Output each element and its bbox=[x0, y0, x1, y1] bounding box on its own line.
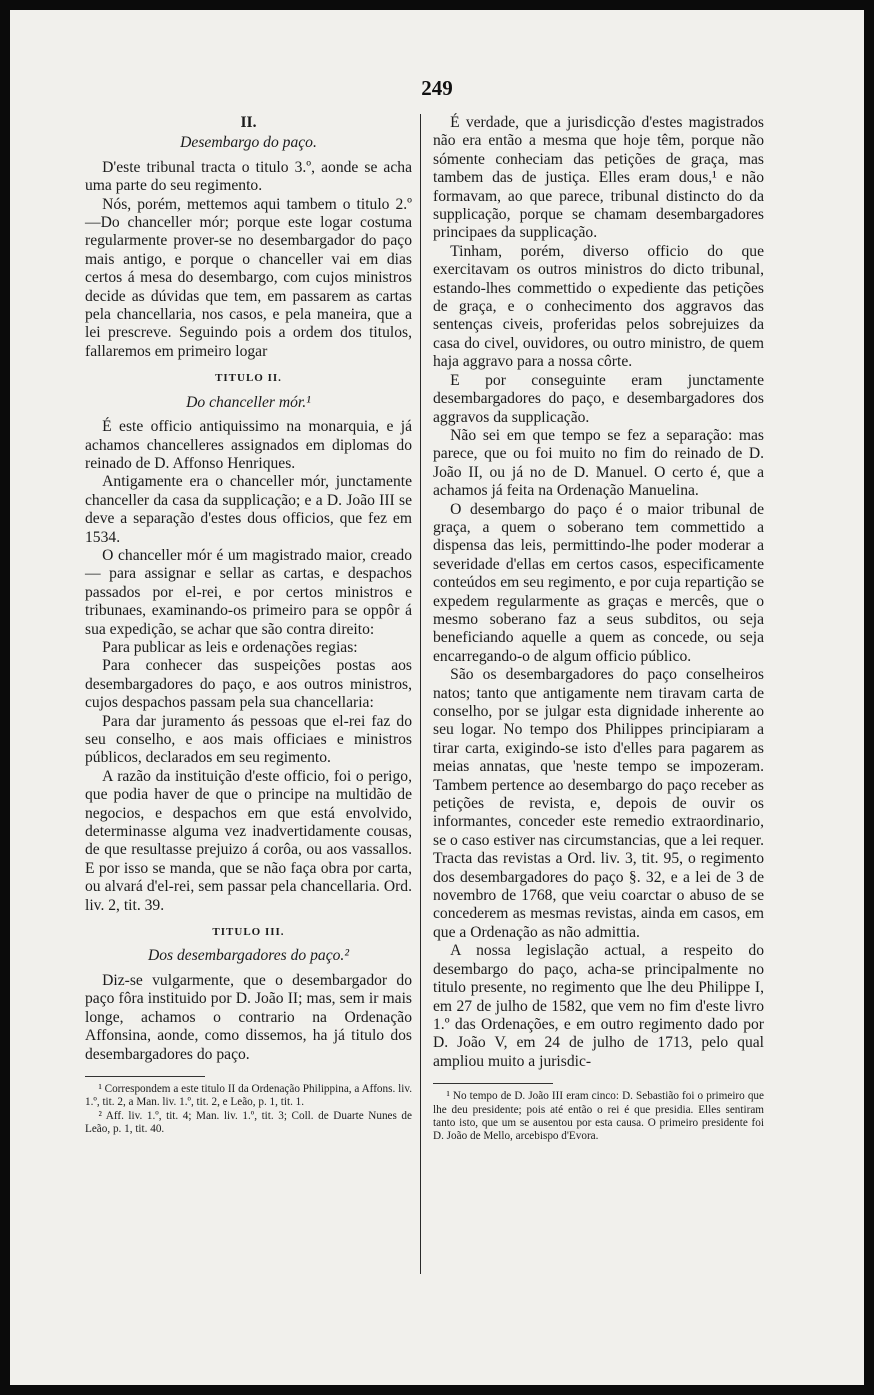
paragraph: Diz-se vulgarmente, que o desembargador do paço fôra instituido por D. João II; mas, sem ir mais longe, achamos o contrario na Ordenação Affonsina, aonde, como dissemos, ha já titulo dos desembargadores do paço. bbox=[85, 971, 412, 1063]
paragraph: Para conhecer das suspeições postas aos desembargadores do paço, e aos outros ministros, cujos despachos passam pela sua chancellaria: bbox=[85, 657, 412, 712]
paragraph: Tinham, porém, diverso officio do que exercitavam os outros ministros do dicto tribunal, estando-lhes commettido o expediente das petições de graça, e o conhecimento dos aggravos das sentenças civeis, proferidas pelos sobrejuizes da casa do civel, ouvidores, ou outro ministro, de quem haja aggravo para a nossa côrte. bbox=[433, 242, 764, 371]
paragraph: E por conseguinte eram junctamente desembargadores do paço, e desembargadores dos aggravos da supplicação. bbox=[433, 371, 764, 426]
paragraph: É verdade, que a jurisdicção d'estes magistrados não era então a mesma que hoje têm, porque não sómente conheciam das petições de graça, mas tambem das de justiça. Elles eram dous,¹ e não formavam, ao que parece, tribunal distincto do da supplicação, porque se chamam desembargadores principaes da supplicação. bbox=[433, 114, 764, 242]
titulo-3-subtitle: Dos desembargadores do paço.² bbox=[147, 947, 350, 965]
footnote-divider bbox=[433, 1083, 553, 1084]
paragraph: Para publicar as leis e ordenações regias: bbox=[102, 638, 358, 656]
footnote-divider bbox=[85, 1076, 205, 1077]
paragraph: A nossa legislação actual, a respeito do desembargo do paço, acha-se principalmente no titulo presente, no regimento que lhe deu Philippe I, em 27 de julho de 1582, que vem no fim d'este livro 1.º das Ordenações, e em outro regimento dado por D. João V, em 24 de julho de 1713, pelo qual ampliou muito a jurisdic- bbox=[433, 942, 764, 1070]
footnotes-left bbox=[85, 1083, 412, 1137]
paragraph: D'este tribunal tracta o titulo 3.º, aonde se acha uma parte do seu regimento. bbox=[85, 158, 412, 195]
footnote: ¹ Correspondem a este titulo II da Ordenação Philippina, a Affons. liv. 1.º, tit. 2, a Man. liv. 1.º, tit. 2, e Leão, p. 1, tit. 1. bbox=[85, 1082, 412, 1109]
titulo-3-heading: TITULO III. bbox=[212, 926, 285, 939]
right-column bbox=[433, 114, 764, 1144]
titulo-2-subtitle: Do chanceller mór.¹ bbox=[186, 393, 311, 411]
footnote: ² Aff. liv. 1.º, tit. 4; Man. liv. 1.º, tit. 3; Coll. de Duarte Nunes de Leão, p. 1, tit. 40. bbox=[85, 1109, 412, 1136]
section-heading: II. bbox=[240, 114, 257, 131]
paragraph: O chanceller mór é um magistrado maior, creado — para assignar e sellar as cartas, e despachos passados por el-rei, e por certos ministros e tribunaes, examinando-os primeiro para se oppôr á sua expedição, se achar que são contra direito: bbox=[85, 546, 412, 638]
book-page bbox=[10, 10, 864, 1385]
paragraph: O desembargo do paço é o maior tribunal de graça, a quem o soberano tem commettido a dispensa das leis, permittindo-lhe poder moderar a severidade d'ellas em certos casos, especificamente conteúdos em seu regimento, e por cuja repartição se expedem regularmente as graças e mercês, que o mesmo soberano faz a seus subditos, ou seja beneficiando aquelle a quem as concede, ou seja encarregando-o de algum officio público. bbox=[433, 500, 764, 665]
titulo-2-heading: TITULO II. bbox=[215, 372, 282, 385]
paragraph: São os desembargadores do paço conselheiros natos; tanto que antigamente nem tiravam carta de conselho, por se julgar esta dignidade inherente ao seu logar. No tempo dos Philippes principiaram a tirar carta, exigindo-se isto d'elles para pagarem as meias annatas, que 'neste tempo se impozeram. Tambem pertence ao desembargo do paço receber as petições de revista, e, depois de ouvir os informantes, conceder este remedio extraordinario, se o caso estiver nas circumstancias, que a lei requer. Tracta das revistas a Ord. liv. 3, tit. 95, o regimento dos desembargadores do paço §. 32, e a lei de 3 de novembro de 1768, que veiu coarctar o abuso de se concederem as mesmas revistas, ainda em casos, em que a Ordenação as não admittia. bbox=[433, 666, 764, 941]
left-column bbox=[85, 114, 412, 1137]
paragraph: Nós, porém, mettemos aqui tambem o titulo 2.º—Do chanceller mór; porque este logar costuma regularmente prover-se no desembargador do paço mais antigo, e porque o chanceller vai em dias certos á mesa do desembargo, com cujos ministros decide as dúvidas que tem, em passarem as cartas pela chancellaria, nos casos, e pela maneira, que a lei prescreve. Seguindo pois a ordem dos titulos, fallaremos em primeiro logar bbox=[85, 195, 412, 360]
column-divider bbox=[420, 114, 421, 1274]
page-number: 249 bbox=[421, 76, 453, 100]
paragraph: Antigamente era o chanceller mór, junctamente chanceller da casa da supplicação; e a D. João III se deve a separação d'estes dous officios, que fez em 1534. bbox=[85, 473, 412, 546]
footnotes-right bbox=[433, 1090, 764, 1144]
paragraph: A razão da instituição d'este officio, foi o perigo, que podia haver de que o principe na multidão de negocios, e despachos em que está envolvido, determinasse alguma vez inadvertidamente cousas, de que resultasse prejuizo á corôa, ou aos vassallos. E por isso se manda, que se não faça obra por carta, ou alvará d'el-rei, sem passar pela chancellaria. Ord. liv. 2, tit. 39. bbox=[85, 767, 412, 914]
paragraph: É este officio antiquissimo na monarquia, e já achamos chancelleres assignados em diplomas do reinado de D. Affonso Henriques. bbox=[85, 418, 412, 472]
footnote: ¹ No tempo de D. João III eram cinco: D. Sebastião foi o primeiro que lhe deu presidente; pois até então o rei é que presidia. Elles sentiram tanto isto, que um se ausentou por esta causa. O primeiro presidente foi D. João de Mello, arcebispo d'Evora. bbox=[433, 1090, 764, 1143]
section-subtitle: Desembargo do paço. bbox=[180, 134, 317, 152]
paragraph: Não sei em que tempo se fez a separação: mas parece, que ou foi muito no fim do reinado de D. João II, ou já no de D. Manuel. O certo é, que a achamos já feita na Ordenação Manuelina. bbox=[433, 426, 764, 500]
paragraph: Para dar juramento ás pessoas que el-rei faz do seu conselho, e aos mais officiaes e ministros públicos, declarados em seu regimento. bbox=[85, 712, 412, 767]
